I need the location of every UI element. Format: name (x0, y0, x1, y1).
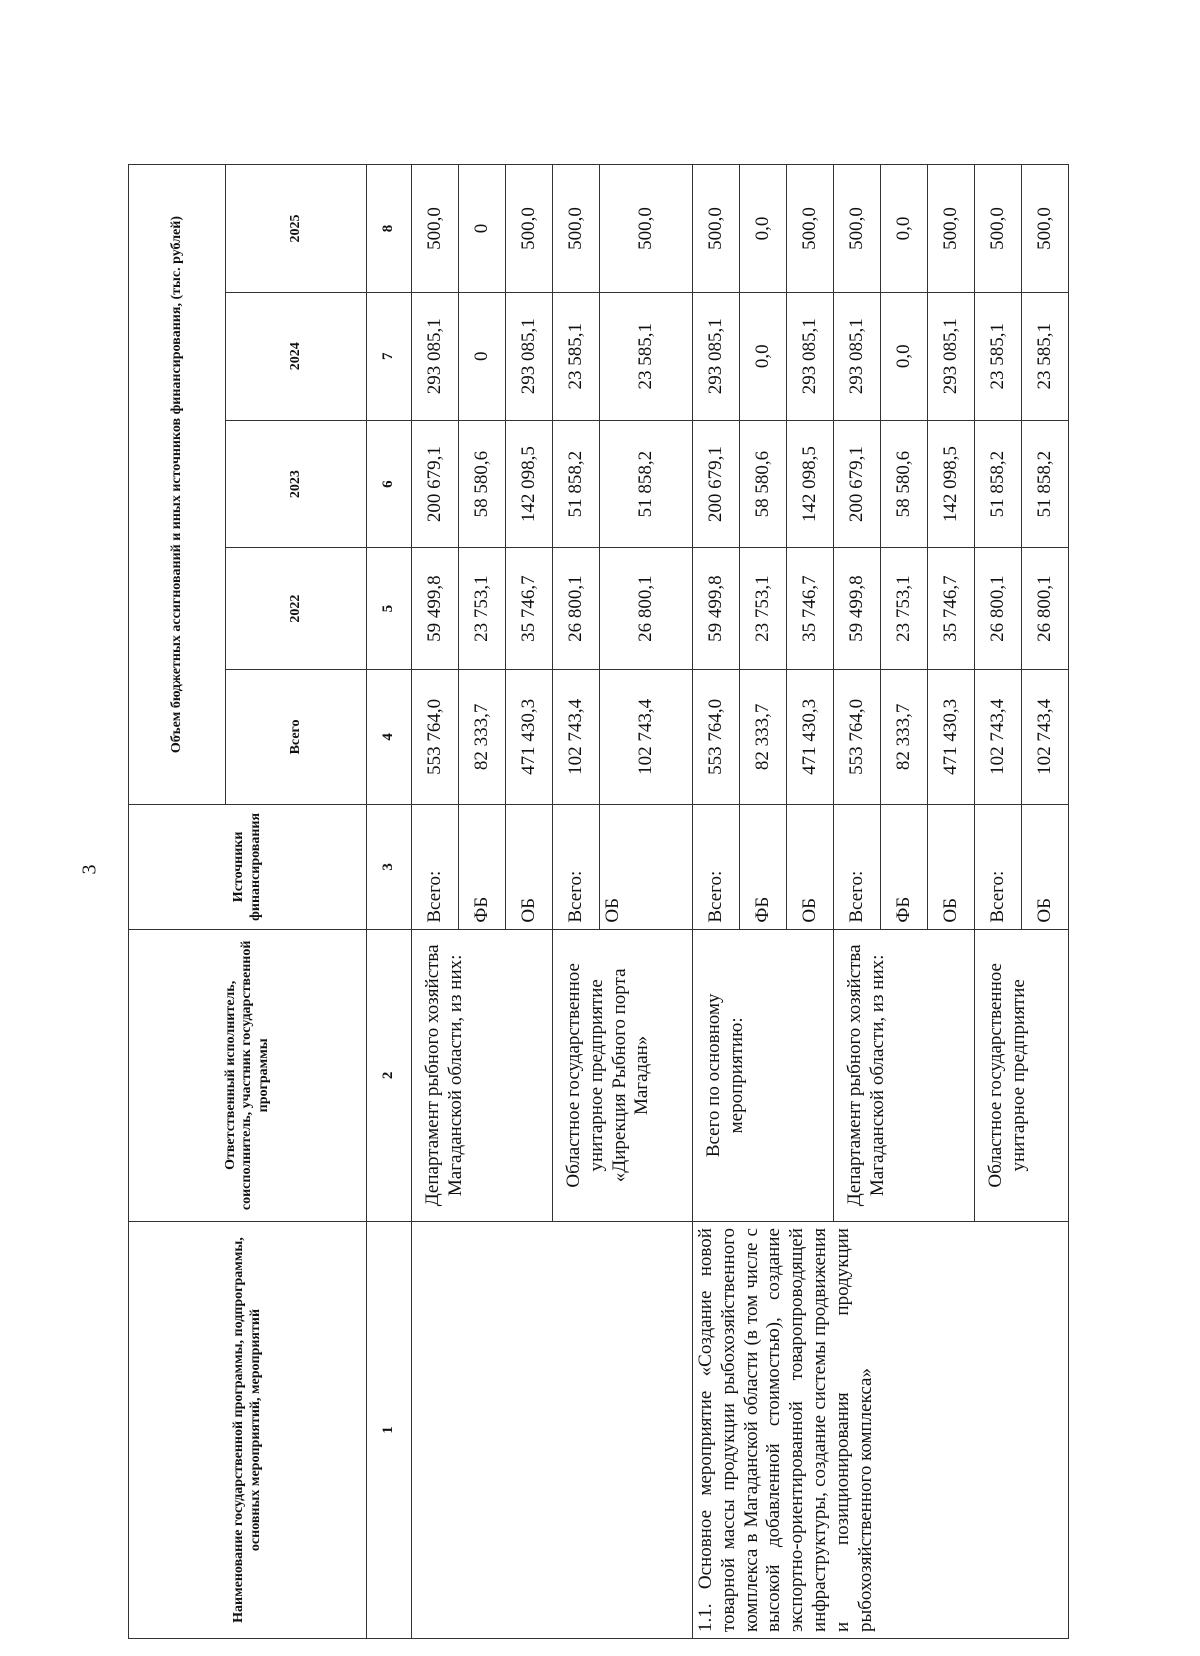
value-cell: 0 (459, 292, 506, 420)
value-cell: 500,0 (553, 165, 600, 293)
value-cell: 0,0 (740, 165, 787, 293)
header-year-2024: 2024 (226, 292, 367, 420)
source-cell: Всего: (553, 805, 600, 930)
value-cell: 59 499,8 (412, 548, 459, 669)
header-program-name: Наименование государственной программы, подпрограммы, основных мероприятий, мероприятий (129, 1222, 367, 1639)
empty-name-cell (412, 1222, 693, 1639)
column-number: 5 (367, 548, 412, 669)
value-cell: 0,0 (740, 292, 787, 420)
value-cell: 82 333,7 (459, 669, 506, 804)
value-cell: 293 085,1 (787, 292, 834, 420)
column-number: 3 (367, 805, 412, 930)
source-cell: ФБ (881, 805, 928, 930)
header-executor: Ответственный исполнитель, соисполнитель, участник государственной программы (129, 929, 367, 1221)
column-number: 6 (367, 420, 412, 548)
value-cell: 35 746,7 (787, 548, 834, 669)
value-cell: 26 800,1 (600, 548, 693, 669)
value-cell: 82 333,7 (881, 669, 928, 804)
value-cell: 23 585,1 (1022, 292, 1069, 420)
value-cell: 59 499,8 (834, 548, 881, 669)
value-cell: 500,0 (600, 165, 693, 293)
value-cell: 51 858,2 (553, 420, 600, 548)
column-number: 8 (367, 165, 412, 293)
header-budget-volume: Объем бюджетных ассигнований и иных источников финансирования, (тыс. рублей) (129, 165, 226, 805)
source-cell: ОБ (928, 805, 975, 930)
value-cell: 26 800,1 (553, 548, 600, 669)
source-cell: Всего: (834, 805, 881, 930)
value-cell: 142 098,5 (928, 420, 975, 548)
value-cell: 553 764,0 (412, 669, 459, 804)
value-cell: 35 746,7 (928, 548, 975, 669)
value-cell: 471 430,3 (928, 669, 975, 804)
value-cell: 51 858,2 (975, 420, 1022, 548)
source-cell: Всего: (412, 805, 459, 930)
value-cell: 102 743,4 (975, 669, 1022, 804)
value-cell: 293 085,1 (693, 292, 740, 420)
department-cell: Департамент рыбного хозяйства Магаданской области, из них: (834, 929, 975, 1221)
value-cell: 471 430,3 (506, 669, 553, 804)
value-cell: 200 679,1 (834, 420, 881, 548)
event-total-cell: Всего по основному мероприятию: (693, 929, 834, 1221)
value-cell: 102 743,4 (553, 669, 600, 804)
value-cell: 500,0 (928, 165, 975, 293)
header-year-2022: 2022 (226, 548, 367, 669)
value-cell: 82 333,7 (740, 669, 787, 804)
value-cell: 102 743,4 (1022, 669, 1069, 804)
department-cell: Департамент рыбного хозяйства Магаданской области, из них: (412, 929, 553, 1221)
value-cell: 0,0 (881, 292, 928, 420)
value-cell: 102 743,4 (600, 669, 693, 804)
source-cell: ОБ (787, 805, 834, 930)
value-cell: 142 098,5 (506, 420, 553, 548)
value-cell: 553 764,0 (693, 669, 740, 804)
value-cell: 0 (459, 165, 506, 293)
budget-table (128, 164, 1069, 1639)
header-year-2025: 2025 (226, 165, 367, 293)
table-row (412, 165, 459, 1639)
value-cell: 58 580,6 (740, 420, 787, 548)
value-cell: 293 085,1 (928, 292, 975, 420)
value-cell: 23 753,1 (881, 548, 928, 669)
value-cell: 553 764,0 (834, 669, 881, 804)
value-cell: 58 580,6 (881, 420, 928, 548)
value-cell: 500,0 (412, 165, 459, 293)
column-number: 1 (367, 1222, 412, 1639)
table-row (693, 165, 740, 1639)
value-cell: 200 679,1 (693, 420, 740, 548)
header-year-total: Всего (226, 669, 367, 804)
value-cell: 51 858,2 (1022, 420, 1069, 548)
source-cell: ОБ (1022, 805, 1069, 930)
value-cell: 0,0 (881, 165, 928, 293)
page-number: 3 (78, 864, 101, 875)
enterprise-cell: Областное государственное унитарное предприятие (975, 929, 1069, 1221)
value-cell: 200 679,1 (412, 420, 459, 548)
source-cell: Всего: (975, 805, 1022, 930)
column-number: 4 (367, 669, 412, 804)
source-cell: Всего: (693, 805, 740, 930)
value-cell: 23 753,1 (740, 548, 787, 669)
value-cell: 26 800,1 (1022, 548, 1069, 669)
source-cell: ФБ (459, 805, 506, 930)
value-cell: 23 585,1 (553, 292, 600, 420)
value-cell: 23 753,1 (459, 548, 506, 669)
value-cell: 500,0 (693, 165, 740, 293)
header-funding-source: Источники финансирования (129, 805, 367, 930)
value-cell: 500,0 (787, 165, 834, 293)
value-cell: 142 098,5 (787, 420, 834, 548)
value-cell: 293 085,1 (506, 292, 553, 420)
value-cell: 51 858,2 (600, 420, 693, 548)
value-cell: 500,0 (834, 165, 881, 293)
source-cell: ФБ (740, 805, 787, 930)
value-cell: 23 585,1 (600, 292, 693, 420)
value-cell: 35 746,7 (506, 548, 553, 669)
source-cell: ОБ (506, 805, 553, 930)
header-year-2023: 2023 (226, 420, 367, 548)
value-cell: 59 499,8 (693, 548, 740, 669)
value-cell: 471 430,3 (787, 669, 834, 804)
column-number: 2 (367, 929, 412, 1221)
value-cell: 500,0 (1022, 165, 1069, 293)
value-cell: 293 085,1 (412, 292, 459, 420)
enterprise-cell: Областное государственное унитарное предприятие «Дирекция Рыбного порта Магадан» (553, 929, 693, 1221)
value-cell: 23 585,1 (975, 292, 1022, 420)
source-cell: ОБ (600, 805, 693, 930)
value-cell: 26 800,1 (975, 548, 1022, 669)
value-cell: 500,0 (506, 165, 553, 293)
event-name-cell: 1.1. Основное мероприятие «Создание новой товарной массы продукции рыбохозяйственного комплекса в Магаданской области (в том числе с высокой добавленной стоимостью), создание экспортно-ориентированной товаропроводящей инфраструктуры, создание системы продвижения и позиционирования продукции рыбохозяйственного комплекса» (693, 1222, 1069, 1639)
value-cell: 58 580,6 (459, 420, 506, 548)
value-cell: 293 085,1 (834, 292, 881, 420)
column-number: 7 (367, 292, 412, 420)
value-cell: 500,0 (975, 165, 1022, 293)
budget-table-sheet (128, 164, 1058, 1639)
